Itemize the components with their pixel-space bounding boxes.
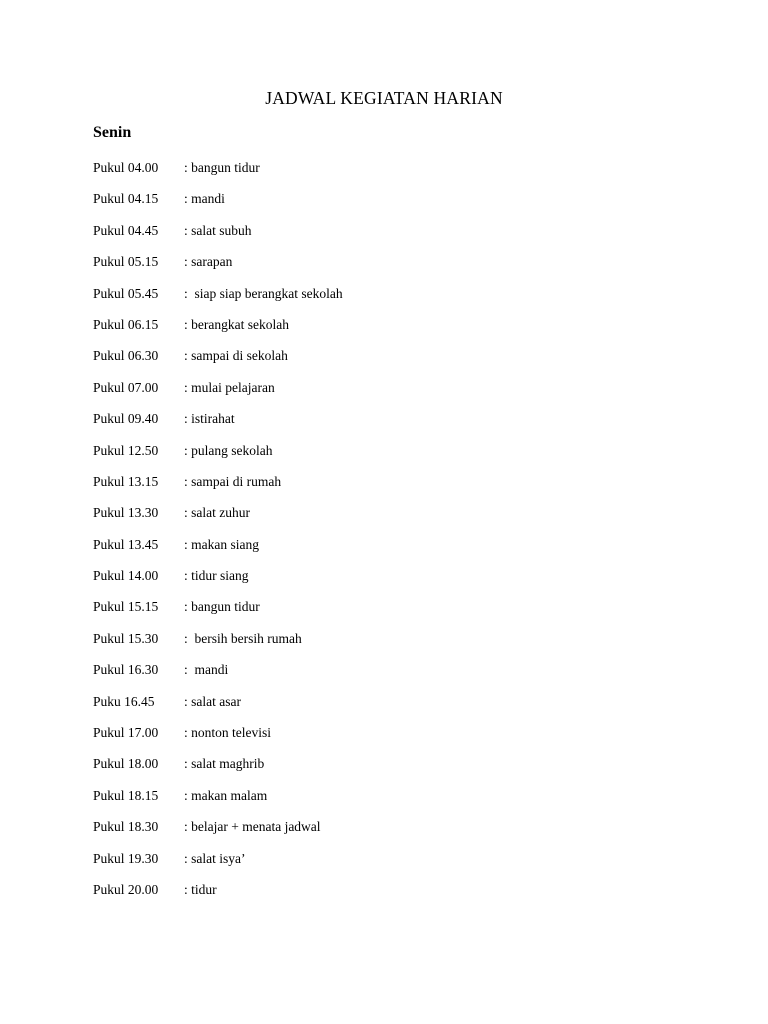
schedule-time: Pukul 20.00 (93, 881, 159, 897)
schedule-time: Pukul 05.45 (93, 285, 159, 301)
schedule-row (93, 880, 653, 911)
document-title: JADWAL KEGIATAN HARIAN (265, 88, 503, 108)
schedule-row (93, 252, 653, 283)
schedule-activity: : mandi (184, 662, 229, 678)
schedule-time: Pukul 13.15 (93, 473, 159, 489)
schedule-activity: : sampai di sekolah (184, 348, 288, 364)
schedule-activity: : makan malam (184, 787, 268, 803)
schedule-row (93, 660, 653, 691)
schedule-row (93, 786, 653, 817)
schedule-row (93, 441, 653, 472)
schedule-time: Pukul 04.45 (93, 222, 159, 238)
schedule-row (93, 221, 653, 252)
schedule-activity: : istirahat (184, 411, 235, 427)
schedule-row (93, 849, 653, 880)
schedule-row (93, 409, 653, 440)
schedule-time: Pukul 17.00 (93, 725, 159, 741)
schedule-time: Pukul 13.45 (93, 536, 159, 552)
schedule-row (93, 597, 653, 628)
schedule-row (93, 503, 653, 534)
schedule-row (93, 692, 653, 723)
schedule-row (93, 817, 653, 848)
schedule-row (93, 284, 653, 315)
schedule-time: Pukul 19.30 (93, 850, 159, 866)
schedule-row (93, 723, 653, 754)
schedule-activity: : pulang sekolah (184, 442, 273, 458)
schedule-time: Pukul 14.00 (93, 568, 159, 584)
schedule-activity: : tidur (184, 881, 217, 897)
schedule-activity: : salat maghrib (184, 756, 265, 772)
schedule-list (93, 158, 653, 911)
schedule-activity: : berangkat sekolah (184, 316, 289, 332)
schedule-activity: : salat zuhur (184, 505, 250, 521)
schedule-row (93, 535, 653, 566)
schedule-time: Pukul 18.30 (93, 819, 159, 835)
schedule-row (93, 189, 653, 220)
schedule-activity: : salat isya’ (184, 850, 246, 866)
schedule-activity: : belajar + menata jadwal (184, 819, 321, 835)
schedule-time: Pukul 12.50 (93, 442, 159, 458)
schedule-time: Pukul 13.30 (93, 505, 159, 521)
schedule-row (93, 754, 653, 785)
schedule-activity: : mulai pelajaran (184, 379, 275, 395)
schedule-time: Pukul 18.15 (93, 787, 159, 803)
schedule-row (93, 158, 653, 189)
schedule-activity: : siap siap berangkat sekolah (184, 285, 343, 301)
schedule-activity: : bangun tidur (184, 599, 260, 615)
schedule-row (93, 315, 653, 346)
schedule-activity: : tidur siang (184, 568, 249, 584)
schedule-activity: : sarapan (184, 254, 233, 270)
day-heading: Senin (93, 124, 132, 141)
schedule-row (93, 566, 653, 597)
schedule-time: Pukul 05.15 (93, 254, 159, 270)
schedule-row (93, 378, 653, 409)
schedule-activity: : sampai di rumah (184, 473, 282, 489)
schedule-activity: : mandi (184, 191, 225, 207)
schedule-row (93, 629, 653, 660)
schedule-activity: : nonton televisi (184, 725, 271, 741)
schedule-time: Pukul 15.15 (93, 599, 159, 615)
schedule-time: Pukul 09.40 (93, 411, 159, 427)
schedule-row (93, 346, 653, 377)
schedule-activity: : salat asar (184, 693, 241, 709)
schedule-time: Pukul 18.00 (93, 756, 159, 772)
schedule-row (93, 472, 653, 503)
schedule-activity: : salat subuh (184, 222, 252, 238)
schedule-time: Pukul 15.30 (93, 630, 159, 646)
schedule-time: Puku 16.45 (93, 693, 155, 709)
schedule-time: Pukul 16.30 (93, 662, 159, 678)
schedule-time: Pukul 07.00 (93, 379, 159, 395)
schedule-activity: : makan siang (184, 536, 259, 552)
schedule-time: Pukul 06.15 (93, 316, 159, 332)
schedule-time: Pukul 04.15 (93, 191, 159, 207)
schedule-time: Pukul 06.30 (93, 348, 159, 364)
schedule-time: Pukul 04.00 (93, 160, 159, 175)
schedule-activity: : bersih bersih rumah (184, 630, 302, 646)
schedule-activity: : bangun tidur (184, 160, 260, 175)
